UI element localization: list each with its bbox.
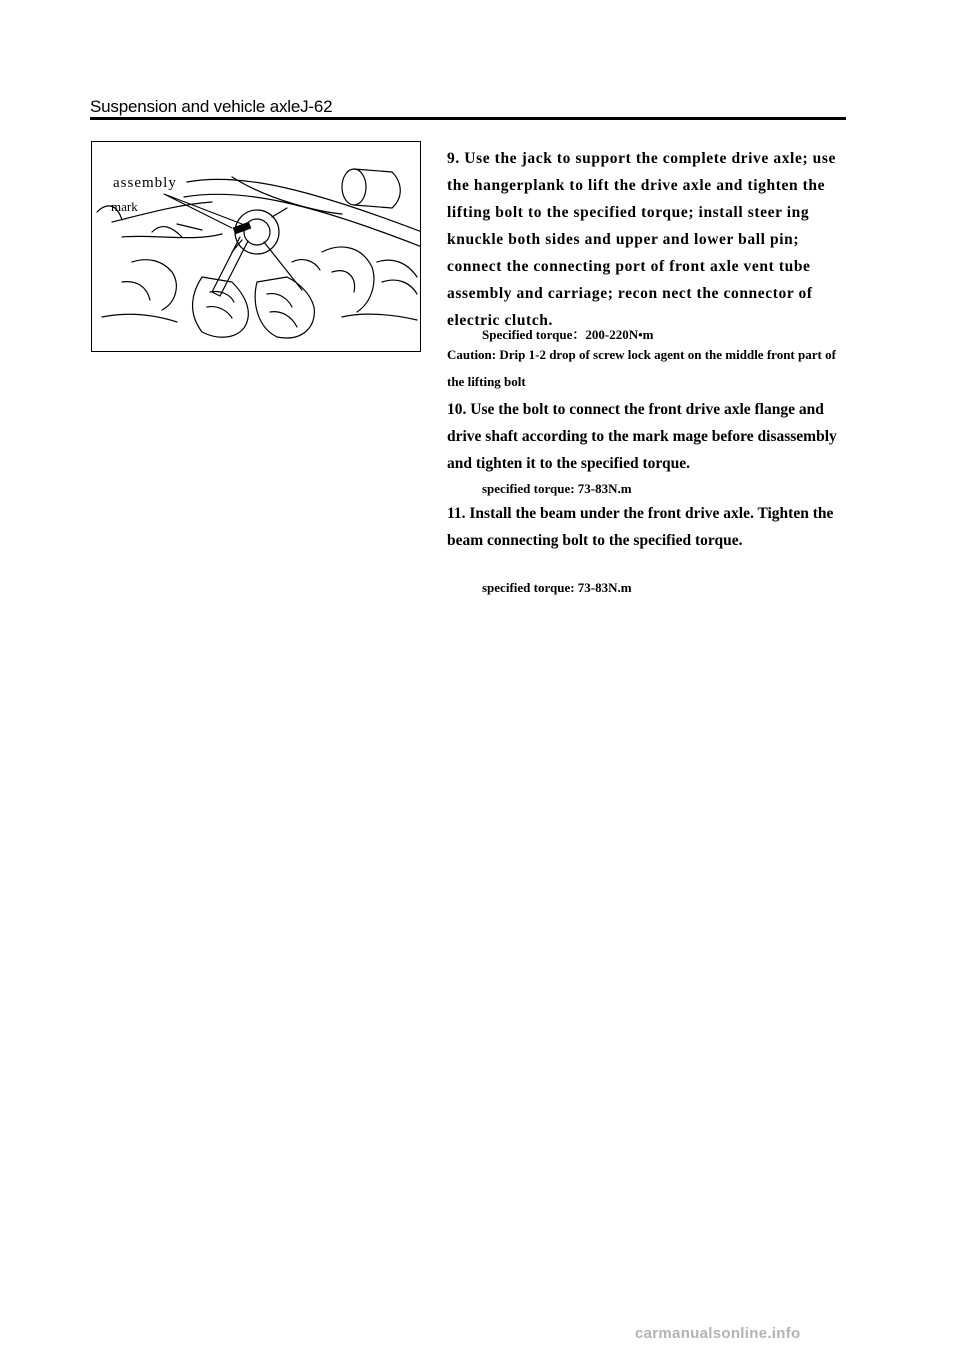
step-11-block	[447, 500, 847, 554]
step-10-text: 10. Use the bolt to connect the front drive axle flange and drive shaft according to the mark mage before disassembly and tighten it to the specified torque.	[447, 401, 837, 472]
step-10-spec: specified torque: 73-83N.m	[482, 481, 632, 496]
step-11-spec: specified torque: 73-83N.m	[482, 580, 632, 595]
figure-label-assembly: assembly	[113, 175, 177, 191]
step-9-block	[447, 145, 847, 334]
step-9-caution: Caution: Drip 1-2 drop of screw lock agent on the middle front part of the lifting bolt	[447, 347, 836, 389]
step-10-block	[447, 396, 847, 477]
step-11-spec-block	[447, 580, 847, 596]
header-title: Suspension and vehicle axleJ-62	[90, 97, 333, 116]
step-9-text: 9. Use the jack to support the complete drive axle; use the hangerplank to lift the drive axle and tighten the lifting bolt to the specified torque; install steer ing knuckle both sides and upper and lower ball pin; connect the connecting port of front axle vent tube assembly and carriage; recon nect the connector of electric clutch.	[447, 150, 837, 329]
illustration-figure	[91, 141, 421, 352]
step-9-spec: Specified torque：200-220N•m	[482, 327, 654, 342]
watermark: carmanualsonline.info	[635, 1325, 801, 1342]
step-9-caution-block	[447, 341, 847, 395]
step-10-spec-block	[447, 481, 847, 497]
drive-axle-illustration	[92, 142, 421, 352]
step-11-text: 11. Install the beam under the front drive axle. Tighten the beam connecting bolt to the specified torque.	[447, 505, 834, 549]
figure-label-mark: mark	[111, 199, 138, 214]
header-rule	[90, 117, 846, 120]
